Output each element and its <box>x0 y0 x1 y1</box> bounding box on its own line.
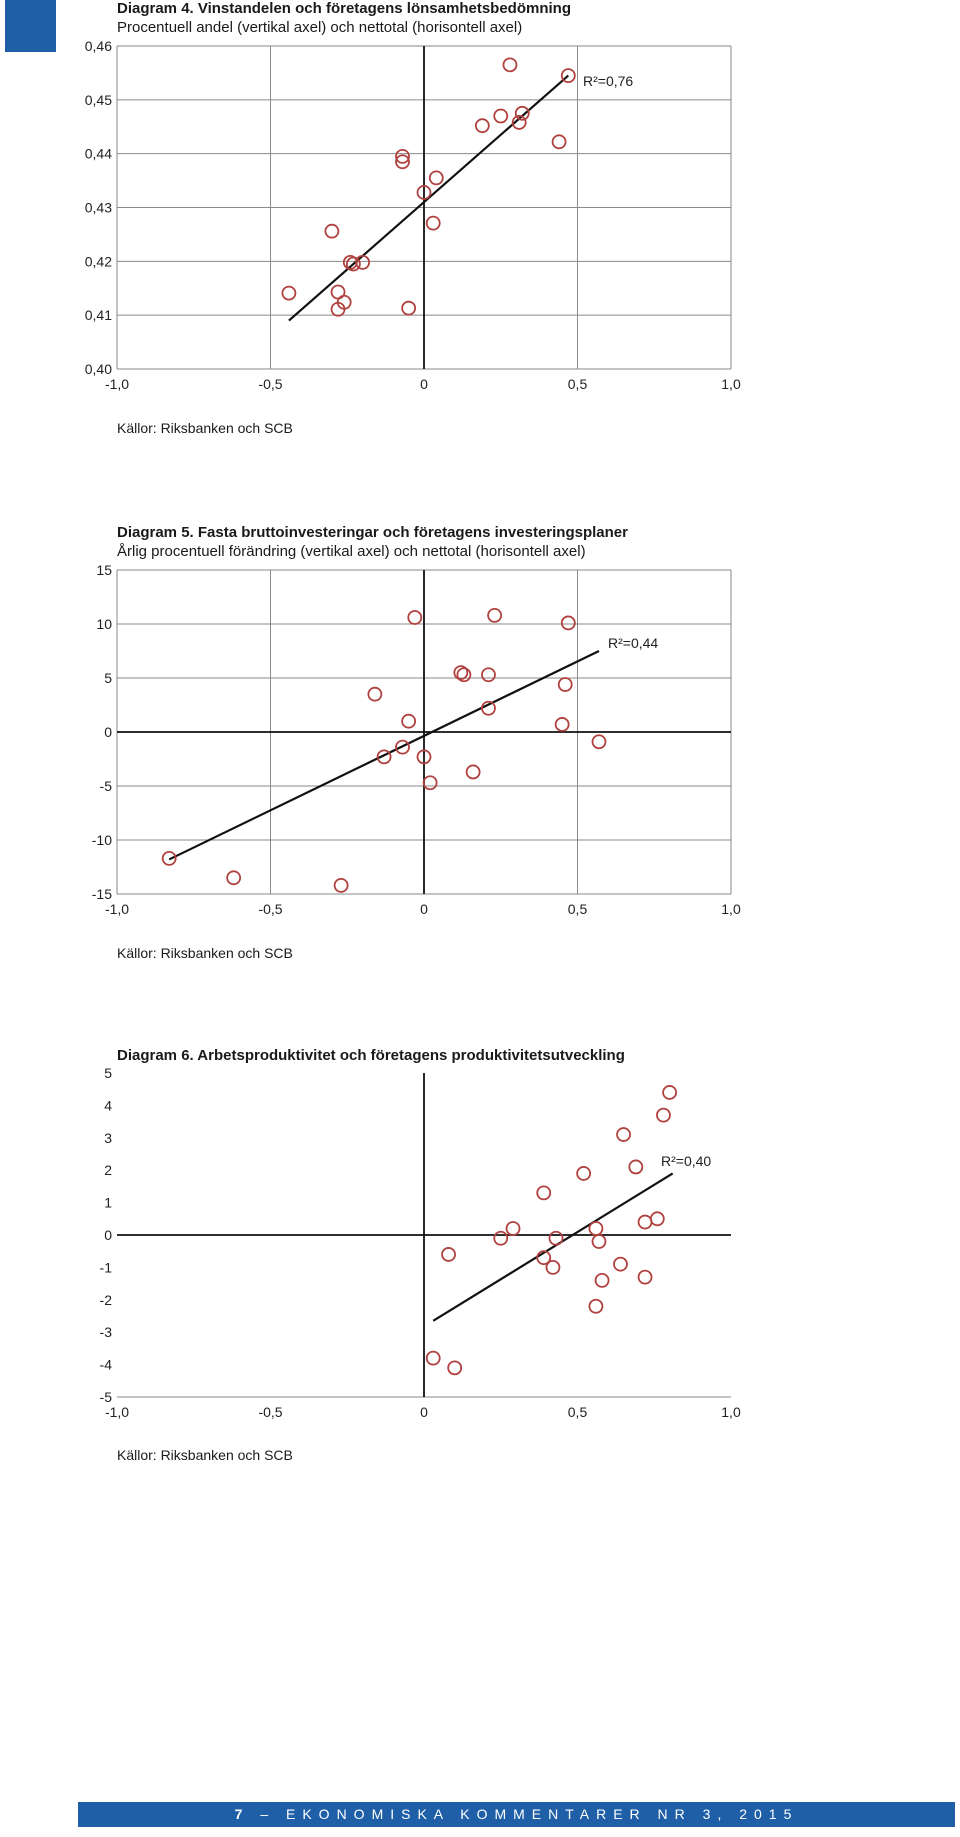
chart-subtitle: Procentuell andel (vertikal axel) och nettotal (horisontell axel) <box>117 19 523 36</box>
y-tick-label: 0,45 <box>84 91 112 108</box>
x-tick-label: 0,5 <box>567 1404 588 1420</box>
data-point <box>335 879 348 892</box>
trend-line <box>169 651 599 859</box>
data-point <box>589 1222 602 1235</box>
data-point <box>503 58 516 71</box>
data-point <box>227 871 240 884</box>
y-tick-label: 2 <box>104 1162 112 1179</box>
data-point <box>408 611 421 624</box>
data-point <box>639 1216 652 1229</box>
y-tick-label: -5 <box>99 778 112 794</box>
chart-plot <box>0 0 960 400</box>
data-point <box>546 1261 559 1274</box>
x-tick-label: -0,5 <box>258 1404 283 1420</box>
data-point <box>614 1258 627 1271</box>
chart-title: Diagram 5. Fasta bruttoinvesteringar och företagens investeringsplaner <box>117 524 628 541</box>
r-squared-label: R²=0,76 <box>583 73 634 89</box>
y-tick-label: 0,43 <box>84 199 112 216</box>
data-point <box>427 217 440 230</box>
y-tick-label: 4 <box>104 1097 112 1114</box>
y-tick-label: -4 <box>99 1356 112 1373</box>
y-tick-label: 1 <box>104 1194 112 1211</box>
data-point <box>402 302 415 315</box>
data-point <box>639 1271 652 1284</box>
data-point <box>430 171 443 184</box>
data-point <box>282 287 295 300</box>
x-tick-label: 0 <box>420 1404 428 1420</box>
y-tick-label: 0,44 <box>84 145 112 162</box>
chart-plot <box>0 524 960 924</box>
data-point <box>448 1361 461 1374</box>
y-tick-label: 0,41 <box>84 307 112 324</box>
data-point <box>592 735 605 748</box>
x-tick-label: -0,5 <box>258 376 283 392</box>
y-tick-label: 10 <box>96 616 112 632</box>
data-point <box>537 1186 550 1199</box>
data-point <box>467 765 480 778</box>
x-tick-label: 1,0 <box>721 1404 741 1420</box>
data-point <box>488 609 501 622</box>
y-tick-label: 3 <box>104 1129 112 1146</box>
chart-subtitle: Årlig procentuell förändring (vertikal axel) och nettotal (horisontell axel) <box>117 543 586 560</box>
y-tick-label: 0,40 <box>84 361 112 377</box>
y-tick-label: 0,46 <box>84 38 112 54</box>
y-tick-label: 0,42 <box>84 253 112 270</box>
data-point <box>442 1248 455 1261</box>
data-point <box>592 1235 605 1248</box>
data-point <box>577 1167 590 1180</box>
y-tick-label: 5 <box>104 1065 112 1081</box>
r-squared-label: R²=0,40 <box>661 1153 712 1169</box>
x-tick-label: -1,0 <box>104 1404 130 1420</box>
chart-source: Källor: Riksbanken och SCB <box>117 1447 293 1463</box>
y-tick-label: -1 <box>99 1259 112 1276</box>
data-point <box>507 1222 520 1235</box>
x-tick-label: 0,5 <box>567 376 588 392</box>
x-tick-label: -0,5 <box>258 901 283 917</box>
data-point <box>657 1109 670 1122</box>
publication-title: EKONOMISKA KOMMENTARER NR 3, 2015 <box>286 1806 799 1822</box>
data-point <box>427 1352 440 1365</box>
y-tick-label: -3 <box>99 1324 112 1341</box>
data-point <box>556 718 569 731</box>
y-tick-label: 0 <box>104 724 112 740</box>
y-tick-label: -10 <box>91 832 112 848</box>
chart-title: Diagram 4. Vinstandelen och företagens lönsamhetsbedömning <box>117 0 571 17</box>
data-point <box>356 256 369 269</box>
y-tick-label: 15 <box>96 562 112 578</box>
y-tick-label: -15 <box>91 886 112 902</box>
page-number: 7 <box>234 1806 250 1822</box>
footer-bar <box>78 1802 955 1827</box>
data-point <box>663 1086 676 1099</box>
y-tick-label: -5 <box>99 1389 112 1405</box>
chart-source: Källor: Riksbanken och SCB <box>117 945 293 961</box>
data-point <box>368 688 381 701</box>
data-point <box>402 715 415 728</box>
data-point <box>559 678 572 691</box>
y-tick-label: 0 <box>104 1227 112 1243</box>
x-tick-label: 0,5 <box>567 901 588 917</box>
footer-separator: – <box>260 1806 276 1822</box>
chart-plot <box>0 1047 960 1447</box>
trend-line <box>433 1173 672 1320</box>
chart-source: Källor: Riksbanken och SCB <box>117 420 293 436</box>
r-squared-label: R²=0,44 <box>608 635 659 651</box>
y-tick-label: -2 <box>99 1291 112 1308</box>
data-point <box>629 1160 642 1173</box>
data-point <box>482 668 495 681</box>
data-point <box>494 109 507 122</box>
data-point <box>553 135 566 148</box>
data-point <box>651 1212 664 1225</box>
x-tick-label: -1,0 <box>104 901 130 917</box>
x-tick-label: -1,0 <box>104 376 130 392</box>
data-point <box>617 1128 630 1141</box>
data-point <box>325 225 338 238</box>
data-point <box>424 776 437 789</box>
data-point <box>476 119 489 132</box>
data-point <box>589 1300 602 1313</box>
y-tick-label: 5 <box>104 670 112 686</box>
x-tick-label: 0 <box>420 901 428 917</box>
x-tick-label: 1,0 <box>721 376 741 392</box>
x-tick-label: 0 <box>420 376 428 392</box>
x-tick-label: 1,0 <box>721 901 741 917</box>
data-point <box>494 1232 507 1245</box>
data-point <box>596 1274 609 1287</box>
data-point <box>562 616 575 629</box>
data-point <box>550 1232 563 1245</box>
chart-title: Diagram 6. Arbetsproduktivitet och företagens produktivitetsutveckling <box>117 1047 625 1064</box>
